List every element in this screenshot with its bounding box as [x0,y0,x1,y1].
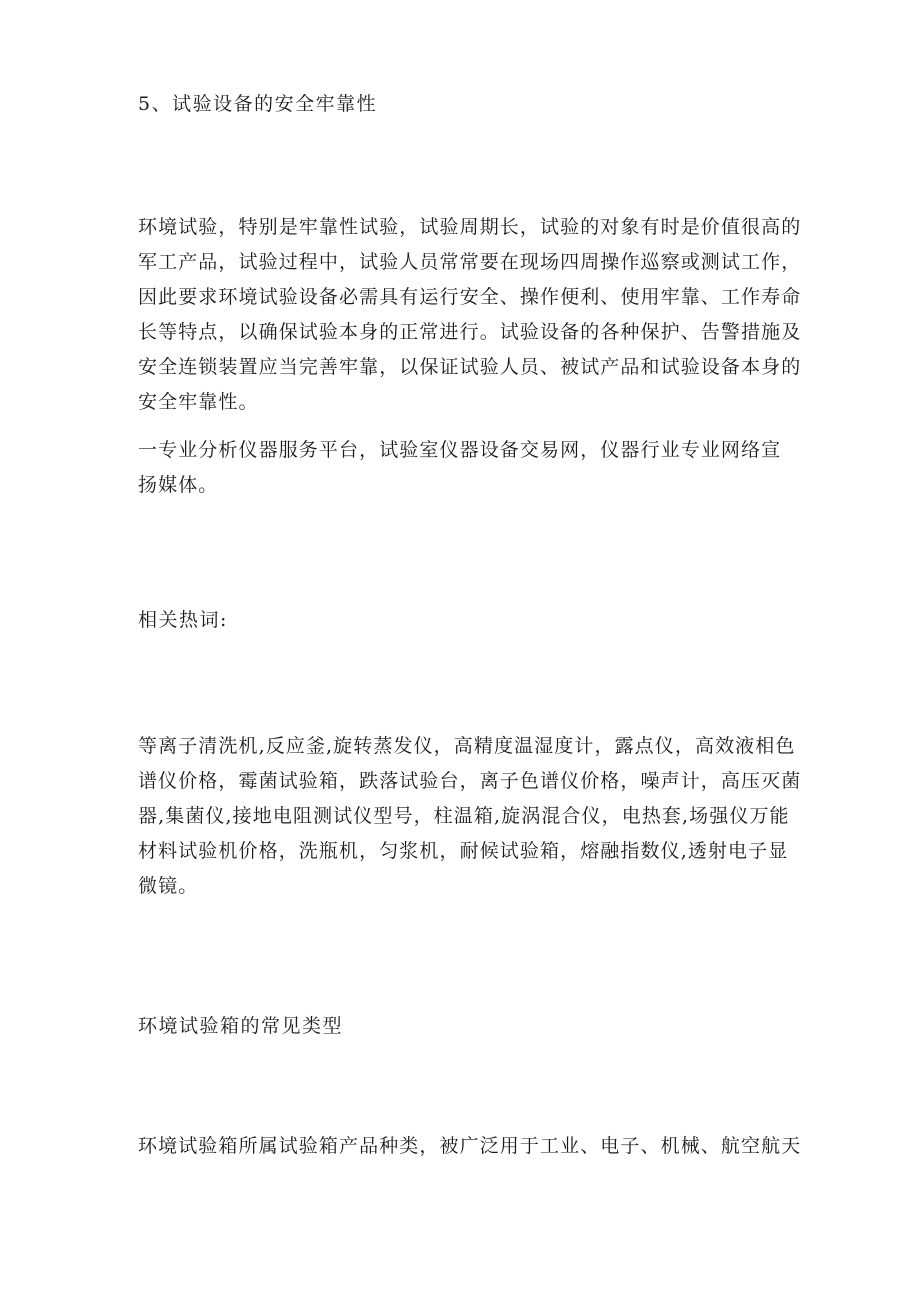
paragraph-line: 扬媒体。 [138,474,219,496]
paragraph-line: 军工产品，试验过程中，试验人员常常要在现场四周操作巡察或测试工作， [138,251,802,273]
paragraph-line: 微镜。 [138,875,199,897]
body-paragraph-2 [138,433,798,503]
section-heading-2: 环境试验箱的常见类型 [138,1015,344,1037]
paragraph-line: 安全连锁装置应当完善牢靠，以保证试验人员、被试产品和试验设备本身的 [138,356,802,378]
paragraph-line: 一专业分析仪器服务平台，试验室仪器设备交易网，仪器行业专业网络宣 [138,439,782,461]
paragraph-line: 因此要求环境试验设备必需具有运行安全、操作便利、使用牢靠、工作寿命 [138,286,802,308]
paragraph-line: 谱仪价格，霉菌试验箱，跌落试验台，离子色谱仪价格，噪声计，高压灭菌 [138,770,802,792]
paragraph-line: 等离子清洗机,反应釜,旋转蒸发仪，高精度温湿度计，露点仪，高效液相色 [138,735,796,757]
keywords-paragraph [138,729,802,904]
paragraph-line: 安全牢靠性。 [138,391,259,413]
section-heading: 5、试验设备的安全牢靠性 [138,93,378,115]
paragraph-line: 环境试验，特别是牢靠性试验，试验周期长，试验的对象有时是价值很高的 [138,216,802,238]
paragraph-line: 器,集菌仪,接地电阻测试仪型号，柱温箱,旋涡混合仪，电热套,场强仪万能 [138,805,790,827]
paragraph-line: 环境试验箱所属试验箱产品种类，被广泛用于工业、电子、机械、航空航天 [138,1135,802,1157]
body-paragraph-1 [138,210,802,420]
keywords-heading: 相关热词: [138,609,228,631]
paragraph-line: 长等特点，以确保试验本身的正常进行。试验设备的各种保护、告警措施及 [138,321,802,343]
paragraph-line: 材料试验机价格，洗瓶机，匀浆机，耐候试验箱，熔融指数仪,透射电子显 [138,840,789,862]
body-paragraph-3 [138,1129,802,1164]
